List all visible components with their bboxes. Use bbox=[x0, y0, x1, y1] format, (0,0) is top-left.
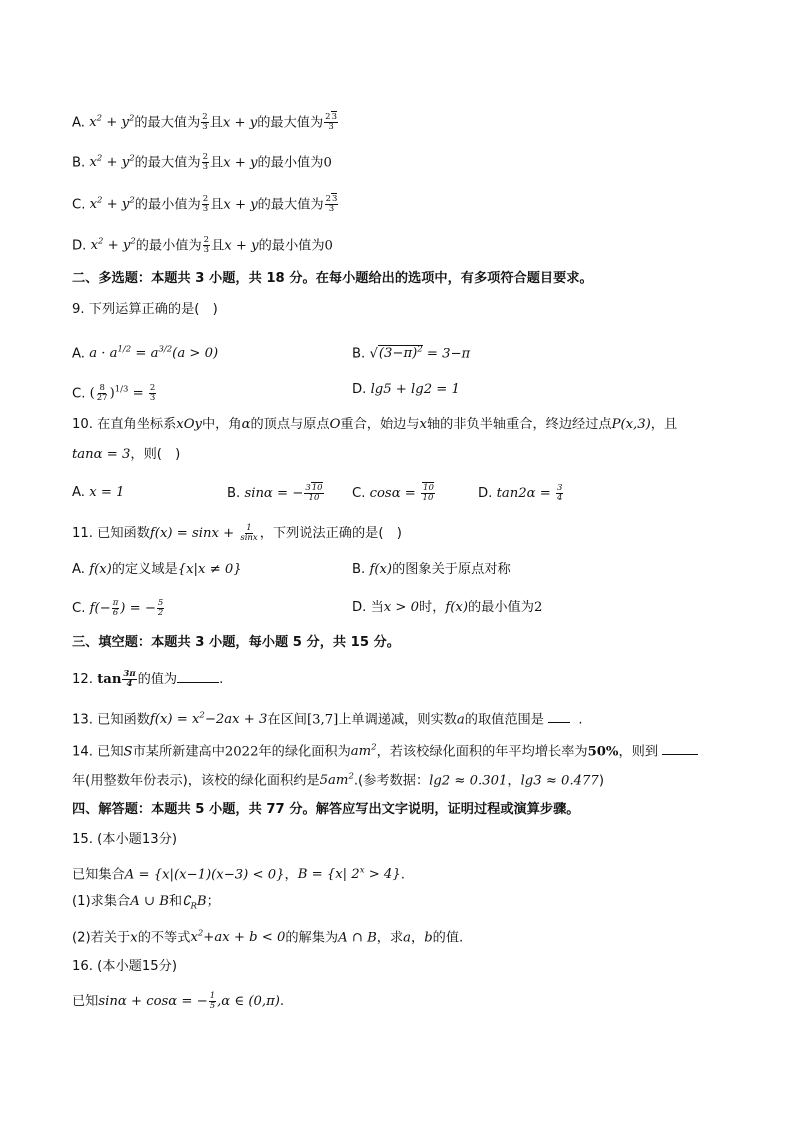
option-label: A. bbox=[72, 346, 85, 362]
math-expr: S bbox=[123, 744, 133, 760]
fraction: $\frac{2}{3}$ bbox=[202, 193, 209, 214]
fraction: $\frac{2}{3}$ bbox=[203, 234, 210, 255]
math-expr: x bbox=[419, 417, 427, 432]
math-expr: sinα = − $\frac{310}{10}$ bbox=[244, 483, 323, 503]
question-number: 12. bbox=[72, 672, 93, 687]
math-expr: f(x) = sinx + $\frac{1}{\sin x}$ bbox=[149, 523, 258, 543]
section-heading-fill-in: 三、填空题：本题共 3 小题，每小题 5 分，共 15 分。 bbox=[72, 635, 400, 650]
text: .(参考数据： bbox=[353, 773, 430, 789]
text: 年的绿化面积为 bbox=[258, 744, 351, 760]
text: ， bbox=[284, 867, 298, 883]
text: ，下列说法正确的是( ) bbox=[259, 526, 402, 541]
q9-option-a bbox=[72, 341, 218, 363]
option-label: C. bbox=[72, 386, 86, 402]
text: 年(用整数年份表示)，该校的绿化面积约是 bbox=[72, 773, 320, 789]
text: ，求 bbox=[376, 930, 404, 946]
text: 的最大值为 bbox=[134, 115, 201, 131]
option-label: D. bbox=[72, 238, 87, 254]
math-expr: x > 0 bbox=[383, 600, 420, 615]
q15-part1: (1)求集合A ∪ B和$∁_RB$； bbox=[72, 894, 220, 912]
math-expr: $∁_RB$ bbox=[182, 894, 207, 912]
q16-title: 16. (本小题15分) bbox=[72, 959, 177, 974]
value: 0 bbox=[324, 238, 333, 254]
q15-sets: 已知集合A = {x|(x−1)(x−3) < 0}，B = {x| $2^x > 4$}. bbox=[72, 866, 405, 883]
math-expr: ( $\frac{8}{27}$ )$^{1/3}$ = $\frac{2}{3}$ bbox=[89, 383, 156, 404]
interval: [3,7] bbox=[306, 712, 339, 728]
q15-part2: (2)若关于x的不等式$x^2+ax + b < 0$的解集为A ∩ B，求a，b的值. bbox=[72, 929, 464, 946]
text: ) bbox=[598, 773, 604, 789]
section-heading-multiple-choice: 二、多选题：本题共 3 小题，共 18 分。在每小题给出的选项中，有多项符合题目要求。 bbox=[72, 271, 593, 286]
fraction: $\frac{23}{3}$ bbox=[325, 193, 338, 214]
q11-stem bbox=[72, 524, 402, 543]
text: 且 bbox=[211, 238, 225, 254]
text: 且 bbox=[210, 197, 224, 213]
text: 和 bbox=[168, 894, 183, 909]
text: 的不等式 bbox=[137, 930, 191, 946]
text: 的最小值为 bbox=[257, 155, 324, 171]
math-expr: $x^2 + y^2$ bbox=[90, 237, 136, 254]
math-expr: $a \cdot a^{1/2} = a^{3/2}(a > 0)$ bbox=[89, 345, 219, 362]
math-expr: x + y bbox=[222, 115, 258, 131]
math-expr: tanα = 3 bbox=[72, 447, 131, 462]
q9-stem: 9. 下列运算正确的是( ) bbox=[72, 302, 218, 317]
reference-value: lg2 ≈ 0.301 bbox=[429, 773, 508, 789]
option-label: B. bbox=[72, 155, 86, 171]
q10-option-c bbox=[352, 484, 436, 503]
fraction: $\frac{2}{3}$ bbox=[202, 111, 208, 132]
math-expr: P(x,3) bbox=[611, 417, 651, 432]
text: 的最小值为 bbox=[468, 600, 534, 615]
math-expr: xOy bbox=[176, 417, 202, 432]
text: 已知集合 bbox=[72, 867, 125, 883]
q8-option-a bbox=[72, 110, 339, 132]
text: 重合，始边与 bbox=[340, 417, 420, 432]
math-expr: a bbox=[403, 930, 412, 946]
q10-stem-line1 bbox=[72, 416, 677, 434]
text: 的定义域是 bbox=[111, 562, 178, 577]
option-label: B. bbox=[352, 562, 366, 577]
text: (1)求集合 bbox=[72, 894, 131, 909]
value: 2 bbox=[533, 600, 543, 615]
text: 上单调递减，则实数 bbox=[338, 712, 457, 728]
math-expr: A ∩ B bbox=[338, 930, 377, 946]
q14-line2: 年(用整数年份表示)，该校的绿化面积约是$5am^2$.(参考数据：lg2 ≈ 0.301，lg3 ≈ 0.477) bbox=[72, 772, 604, 789]
q10-option-b bbox=[227, 484, 325, 503]
q11-option-d bbox=[352, 599, 542, 617]
math-expr: f(x) bbox=[445, 600, 468, 615]
q16-given: 已知sinα + cosα = − $\frac{1}{5}$ ,α ∈ (0,π). bbox=[72, 991, 285, 1011]
text: 已知 bbox=[72, 994, 99, 1009]
math-expr: α bbox=[241, 417, 251, 432]
option-label: B. bbox=[352, 346, 366, 362]
text: 的最小值为 bbox=[135, 238, 202, 254]
text: 11. 已知函数 bbox=[72, 526, 150, 541]
math-expr: x = 1 bbox=[89, 485, 125, 500]
text: ，则到 bbox=[618, 744, 659, 760]
text: 的最大值为 bbox=[257, 197, 324, 213]
math-expr: tan2α = $\frac{3}{4}$ bbox=[496, 483, 563, 503]
math-expr: $√(3-\pi)^2 = 3-\pi$ bbox=[369, 345, 471, 362]
text: 轴的非负半轴重合，终边经过点 bbox=[426, 417, 612, 432]
math-expr: $am^2$ bbox=[350, 743, 377, 760]
math-expr: $x^2+ax + b < 0$ bbox=[190, 929, 286, 946]
q10-option-a bbox=[72, 484, 124, 502]
math-expr: O bbox=[329, 417, 341, 432]
q9-option-c bbox=[72, 381, 157, 403]
text: 且 bbox=[209, 155, 224, 171]
text: 的顶点与原点 bbox=[250, 417, 330, 432]
text: 的最大值为 bbox=[257, 115, 324, 131]
math-expr: f(x) bbox=[89, 562, 112, 577]
value: 0 bbox=[323, 155, 332, 171]
math-expr: cosα = $\frac{10}{10}$ bbox=[369, 483, 434, 503]
option-label: C. bbox=[72, 197, 86, 213]
option-label: D. bbox=[352, 600, 367, 615]
text: 的值为 bbox=[137, 672, 178, 687]
math-expr: sinα + cosα = − $\frac{1}{5}$ ,α ∈ (0,π) bbox=[98, 991, 280, 1011]
rate: 50% bbox=[587, 744, 619, 760]
option-label: D. bbox=[352, 382, 367, 397]
text: ，若该校绿化面积的年平均增长率为 bbox=[376, 744, 588, 760]
math-expr: $f(x) = x^2-2ax + 3$ bbox=[149, 711, 268, 728]
q11-option-b bbox=[352, 561, 511, 579]
text: (2)若关于 bbox=[72, 930, 131, 946]
math-expr: x bbox=[130, 930, 138, 946]
q15-title: 15. (本小题13分) bbox=[72, 832, 177, 847]
q9-option-b bbox=[352, 341, 470, 363]
option-label: B. bbox=[227, 486, 241, 501]
math-expr: $x^2 + y^2$ bbox=[89, 154, 135, 171]
text: . bbox=[219, 672, 224, 687]
text: ，则( ) bbox=[130, 447, 181, 462]
q10-option-d bbox=[478, 484, 564, 503]
q13 bbox=[72, 707, 583, 729]
math-expr: lg5 + lg2 = 1 bbox=[370, 382, 460, 397]
math-expr: b bbox=[424, 930, 433, 946]
q10-stem-line2 bbox=[72, 446, 180, 464]
math-expr: x + y bbox=[223, 197, 258, 213]
math-expr: {x|x ≠ 0} bbox=[177, 562, 242, 577]
option-label: D. bbox=[478, 486, 493, 501]
math-expr: B = {x| $2^x > 4$} bbox=[297, 866, 401, 883]
q8-option-c bbox=[72, 192, 339, 214]
text: 时， bbox=[419, 600, 446, 615]
text: 市某所新建高中 bbox=[132, 744, 225, 760]
answer-blank[interactable] bbox=[548, 722, 570, 723]
q8-option-b bbox=[72, 150, 332, 172]
q14-line1 bbox=[72, 739, 698, 761]
text: 13. 已知函数 bbox=[72, 712, 150, 728]
math-expr: f(x) bbox=[369, 562, 393, 577]
math-expr: x + y bbox=[223, 155, 258, 171]
option-label: A. bbox=[72, 562, 85, 577]
math-expr: A ∪ B bbox=[130, 894, 169, 909]
q8-option-d bbox=[72, 233, 333, 255]
text: ，且 bbox=[650, 417, 678, 432]
text: 的图象关于原点对称 bbox=[392, 562, 511, 577]
math-expr: tan $\frac{3\pi}{4}$ bbox=[97, 669, 136, 689]
text: . bbox=[578, 712, 583, 728]
q11-option-a bbox=[72, 561, 242, 579]
math-expr: $5am^2$ bbox=[319, 772, 354, 789]
text: 的最小值为 bbox=[134, 197, 201, 213]
text: 中，角 bbox=[202, 417, 242, 432]
math-expr: a bbox=[456, 712, 465, 728]
text: 的解集为 bbox=[285, 930, 339, 946]
option-label: C. bbox=[352, 486, 366, 501]
answer-blank[interactable] bbox=[177, 682, 219, 683]
text: 的最大值为 bbox=[134, 155, 201, 171]
text: 的取值范围是 bbox=[464, 712, 544, 728]
option-label: A. bbox=[72, 485, 85, 500]
option-label: C. bbox=[72, 601, 86, 616]
math-expr: $x^2 + y^2$ bbox=[89, 196, 135, 213]
q12 bbox=[72, 670, 223, 689]
year: 2022 bbox=[224, 744, 259, 760]
math-expr: A = {x|(x−1)(x−3) < 0} bbox=[124, 867, 285, 883]
text: 在区间 bbox=[267, 712, 307, 728]
text: 的值. bbox=[432, 930, 464, 946]
text: 当 bbox=[370, 600, 384, 615]
option-label: A. bbox=[72, 115, 85, 131]
answer-blank[interactable] bbox=[662, 754, 698, 755]
text: 的最小值为 bbox=[258, 238, 325, 254]
fraction: $\frac{23}{3}$ bbox=[325, 111, 338, 132]
q11-option-c bbox=[72, 599, 165, 618]
math-expr: x + y bbox=[224, 238, 259, 254]
math-expr: f(− $\frac{\pi}{6}$ ) = − $\frac{5}{2}$ bbox=[89, 598, 164, 618]
section-heading-solutions: 四、解答题：本题共 5 小题，共 77 分。解答应写出文字说明，证明过程或演算步骤。 bbox=[72, 802, 580, 817]
reference-value: lg3 ≈ 0.477 bbox=[520, 773, 599, 789]
text: 14. 已知 bbox=[72, 744, 124, 760]
text: 且 bbox=[209, 115, 223, 131]
math-expr: $x^2 + y^2$ bbox=[89, 114, 135, 131]
text: 10. 在直角坐标系 bbox=[72, 417, 177, 432]
fraction: $\frac{2}{3}$ bbox=[202, 151, 208, 172]
q9-option-d bbox=[352, 381, 460, 399]
